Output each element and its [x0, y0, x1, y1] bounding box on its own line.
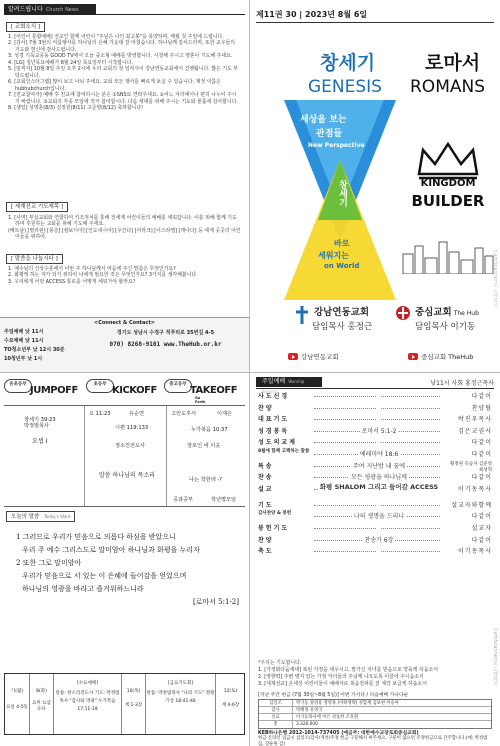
- dept-brand: KICKOFF: [112, 385, 157, 396]
- order-item: 찬송: [258, 474, 274, 482]
- offering-names: 이기동목사에 이은 성동한 조호원: [296, 715, 359, 720]
- dept-badge: 중고등부: [164, 379, 192, 393]
- week-body: 말씀: 한소리전도사 기도: 박정범목사 "감사와 영광" 누가복음 17:11-19: [55, 691, 120, 712]
- mission-item: 1. [사역] 부실교회와 연합하여 키즈처치를 통해 전세계 어린이들의 예배를 세워갑니다. 이를 위해 함께 기도하며 후원하는 교회를 위해 기도해 주세요.: [8, 215, 237, 228]
- prayer-item: 3. [세계선교] 온세상 어린이들이 예배자로 복음전파를 잘 제작 보급케 하옵소서: [258, 681, 427, 687]
- scanner-watermark: CamScanner로 스캔하기: [492, 250, 498, 309]
- news-item: 3. 성경 기독교공동 GOOD TV에서 오늘 중소형 예배를 방영합니다. 시청해 주시고 영혼이 기도해 주세요.: [8, 53, 233, 60]
- worship-order-row: [258, 414, 492, 426]
- news-header: [4, 4, 96, 15]
- order-item: 8월에 함께 고백하는 말씀: [258, 448, 310, 454]
- prayer-section: [258, 660, 492, 688]
- worship-order-row: [258, 535, 492, 547]
- crown-icon: [415, 140, 481, 180]
- slogan-line: 세상을 보는: [300, 115, 347, 125]
- order-content-text: 화평 SHALOM 그리고 들어감 ACCESS: [319, 482, 439, 491]
- address: 경기도 성남시 수정구 적푸리로 35번길 4-5: [116, 330, 215, 336]
- kids-cell: 고린도후서: [171, 411, 197, 417]
- right-book-title-en: ROMANS: [410, 77, 485, 97]
- offering-row: [259, 700, 491, 707]
- church-news-tag: [ 교회소식 ]: [6, 22, 45, 32]
- order-content-text: [377, 546, 381, 553]
- slogan-line: on World: [324, 262, 360, 270]
- order-item: 설교: [258, 485, 274, 493]
- slogan-line: New Perspective: [308, 142, 365, 149]
- order-content: [314, 437, 444, 444]
- order-leader: 설교자와함께: [451, 501, 492, 509]
- order-content-text: [377, 414, 381, 421]
- sharing-item: 2. 화평케 하는 자가 되기 위하여 나에게 필요한 것은 무엇인가요? 3가지를 생각해봅니다.: [8, 272, 198, 279]
- worship-order-row: [258, 511, 492, 523]
- week-col: [29, 674, 53, 734]
- week-head: 10(목): [126, 689, 141, 694]
- youtube-icon: [408, 353, 418, 360]
- today-word-tag: [6, 511, 75, 522]
- worship-tag: [256, 377, 322, 394]
- mission-list: [8, 215, 241, 241]
- contact-title: <Connect & Contact>: [94, 320, 155, 326]
- left-pastor: 담임목사 홍정근: [312, 322, 373, 332]
- kids-cell: 누가복음 10:37: [191, 427, 228, 433]
- kids-cell: 학년별모임: [211, 497, 237, 503]
- news-item: 6. [교회인스타그램] 많이 보고 나눠 주세요. 교회 모든 행사를 빠르게 보실 수 있습니다. 계정 이름은 hubhubchurch입니다.: [8, 79, 221, 92]
- worship-rule: [256, 388, 494, 389]
- order-leader: 다같이: [471, 439, 492, 447]
- page-worship-order: [250, 373, 500, 746]
- kids-col-jumpoff: [4, 406, 84, 506]
- left-book-title-en: GENESIS: [308, 77, 382, 97]
- kids-cell: 정소진전도사: [115, 443, 146, 449]
- order-leader: 설교자: [471, 524, 492, 532]
- news-item: 2. [감사] 7월 3번의 여름행사를 하나님의 은혜 가운데 잘 마쳤습니다. 하나님께 감사드리며, 또한 교우들의 기도와 헌신에 감사드립니다.: [8, 40, 236, 53]
- week-body: 말씀: 박정범목사 "나의 기도" 열왕기상 18:41-46: [146, 691, 215, 704]
- order-item: 대표기도: [258, 416, 290, 424]
- verse-reference: [로마서 5:1-2]: [192, 598, 239, 606]
- order-leader: 다같이: [471, 513, 492, 521]
- left-youtube-label: 강남연동교회: [301, 353, 339, 361]
- kids-cell: 시편 119:133: [115, 425, 149, 431]
- order-content: [314, 535, 444, 544]
- mission-tag: [ 세계선교 기도제목 ]: [6, 202, 68, 212]
- contact-box: [0, 317, 249, 373]
- order-leader: 다같이: [471, 474, 492, 482]
- dept-badge: 유초등부: [4, 379, 32, 393]
- order-content-text: 로마서 5:1-2: [361, 427, 397, 435]
- church-logo-icon: [294, 306, 310, 324]
- worship-times: [4, 328, 82, 364]
- worship-order-row: [258, 437, 492, 449]
- sharing-tag: [ 말씀을 나눕시다 ]: [6, 254, 63, 264]
- week-col: [121, 674, 145, 734]
- kids-cell: 장로인 네 이웃: [187, 443, 221, 449]
- worship-order-row: [258, 449, 492, 461]
- right-pastor: 담임목사 이기동: [415, 322, 476, 332]
- week-head: 기(월): [10, 689, 24, 694]
- phone: 070) 8268-9101: [109, 341, 161, 348]
- worship-time-leader: 낮11시 사회 홍정근목사: [430, 380, 494, 387]
- sharing-item: 1. 예수님의 산상수훈에서 이번 주 하나님께서 마음에 주신 말씀은 무엇인가요?: [8, 266, 176, 272]
- church-news-list: [8, 34, 241, 111]
- order-item: 성도의교제: [258, 439, 297, 447]
- right-book-title: 로마서: [425, 52, 481, 74]
- kids-schedule-grid: [4, 405, 245, 507]
- offering-row: [259, 707, 491, 714]
- worship-time: 수요예배 낮 11시: [4, 338, 44, 344]
- bank-account: KEB하나은행 2012-1014-737405 (예금주: 대한예수교장로회중심교회): [258, 731, 419, 736]
- issue-info: 제11권 30 | 2023년 8월 6일: [256, 10, 368, 19]
- week-body: 요미 요삼 유다: [32, 701, 51, 712]
- worship-tag-subtitle: Worship Service: [262, 379, 305, 394]
- worship-order-row: [258, 500, 492, 512]
- worship-time: 주일예배 낮 11시: [4, 329, 44, 335]
- worship-order-row: [258, 426, 492, 438]
- worship-time: 10청년부 낮 1시: [4, 356, 43, 362]
- hub-logo-icon: [395, 304, 411, 322]
- prayer-title: *우리는 기도합니다.: [258, 660, 302, 666]
- order-content: [314, 546, 444, 553]
- kingdom-word: KINGDOM: [420, 178, 476, 189]
- order-content: [314, 523, 444, 530]
- scanner-watermark: CamScanner로 스캔하기: [492, 628, 498, 687]
- order-content: [314, 511, 444, 520]
- weekly-schedule: [4, 673, 245, 735]
- kids-cell: 말씀 하나님의 목소리: [99, 472, 155, 479]
- verse-line: 1 그러므로 우리가 믿음으로 의롭다 하심을 받았으니: [16, 533, 176, 541]
- offering-table: [258, 699, 492, 729]
- kids-cell: 이재은: [217, 411, 233, 417]
- order-item: 성경봉독: [258, 427, 290, 435]
- kids-cell: 요 11:23: [89, 411, 111, 417]
- worship-order-row: [258, 546, 492, 558]
- worship-order-row: [258, 403, 492, 415]
- right-youtube-label: 중심교회 TheHub: [421, 353, 474, 361]
- order-content-text: 나의 생명을 드리니: [353, 513, 405, 521]
- week-col: [145, 674, 215, 734]
- sharing-list: [8, 266, 241, 285]
- right-youtube[interactable]: [408, 352, 473, 361]
- worship-time: TO청소년부 낮 12시 30분: [4, 347, 65, 353]
- news-item: 5. [임직식] 10월 8일 주일 오후 2시에 우리 교회의 첫 임직식이 강남연동교회에서 진행됩니다. 많은 기도 부탁드립니다.: [8, 66, 239, 79]
- order-content-text: 주여 지난밤 내 꿈에: [352, 462, 406, 470]
- offering-kind: 십일조: [259, 700, 293, 706]
- dept-sub: Go Forth: [195, 396, 206, 404]
- verse-line: 우리가 믿음으로 서 있는 이 은혜에 들어감을 얻었으며: [22, 572, 187, 580]
- website-link[interactable]: www.TheHub.or.kr: [163, 341, 222, 348]
- kids-departments: [4, 379, 245, 403]
- right-church-name: [415, 304, 479, 318]
- order-content: [314, 414, 444, 421]
- address-block: [86, 330, 245, 348]
- slogan-line: 관점들: [316, 129, 343, 139]
- kids-cell: 나는 착한데 -?: [189, 477, 222, 483]
- order-item: 봉헌기도: [258, 524, 290, 532]
- worship-order-row: [258, 523, 492, 535]
- worship-order-list: [258, 391, 492, 558]
- week-body: 계 4-6장: [221, 703, 240, 708]
- order-content: [314, 426, 444, 435]
- worship-tag-title: 주일예배: [262, 378, 286, 385]
- slogan-line: 세워지는: [318, 251, 349, 260]
- bank-info: [258, 731, 492, 746]
- order-content: [314, 461, 444, 470]
- sharing-item: 3. 우리에게 어떤 ACCESS 통로를 어떻게 세워가야 할까요?: [8, 278, 136, 285]
- slogan-line: 바로: [334, 239, 350, 248]
- order-leader: 김은교권사: [458, 427, 492, 435]
- week-body: 계 1-3장: [124, 703, 143, 708]
- week-col: [5, 674, 29, 734]
- worship-order-row: [258, 391, 492, 403]
- kids-cell: 유순연: [129, 411, 145, 417]
- news-header-title: 알려드립니다: [8, 6, 43, 13]
- news-item: 1. [어린이 통합예배] 전교인 함께 어린이 "주님은 나의 최고봉"을 목양하며, 매월 첫 주일에 드립니다.: [8, 34, 224, 40]
- today-verse: [16, 531, 239, 609]
- verse-line: 2 또한 그로 말미암아: [16, 559, 82, 567]
- today-word-title: 오늘의 말씀: [11, 514, 40, 520]
- order-content-text: [377, 391, 381, 398]
- order-item: 감사찬양 & 봉헌: [258, 511, 292, 517]
- right-church-ko: 중심교회: [415, 307, 452, 318]
- order-item: 찬양: [258, 536, 274, 544]
- offering-total: 3,320,000: [296, 722, 318, 727]
- week-col: [53, 674, 121, 734]
- kids-cell: 창세기 39:23: [24, 417, 56, 423]
- news-item: 7. [친교참여자] 예배 후 친교에 참여하시는 분은 ①SNS로 연락주세요. ②어느 자리에서나 편히 나누어 주시기 바랍니다. ③교회의 각종 모임에 적극 참여합시다. 다음 세대를 위해 주시는 기도와 물품에 감사합니다.: [8, 92, 238, 105]
- news-item: 8. [생일] 성명훈(8/3) 김정원(8/11) 고준영(8/12) 축하합니다!: [8, 104, 144, 111]
- order-item: 특송: [258, 462, 274, 470]
- order-leader: 박진우목사: [458, 416, 492, 424]
- order-content: [314, 403, 444, 410]
- order-content: [314, 472, 444, 481]
- order-leader: 이기동목사: [458, 548, 492, 556]
- offering-row: [259, 721, 491, 728]
- offering-kind: 선교: [259, 714, 293, 720]
- offering-row: [259, 714, 491, 721]
- kids-cell: 박정범목사: [24, 423, 50, 429]
- kids-col-takeoff: [166, 406, 246, 506]
- order-content-text: 찬송가 6장: [364, 536, 394, 544]
- right-church-en: The Hub: [453, 310, 479, 317]
- builder-word: BUILDER: [411, 192, 485, 210]
- order-content: [314, 391, 444, 398]
- week-body: 요일 4-5동: [6, 705, 28, 710]
- dept-brand: JUMPOFF: [30, 385, 78, 396]
- offering-kind: 감사: [259, 707, 293, 713]
- header-rule: [96, 14, 245, 15]
- week-head: 12(토): [223, 689, 238, 694]
- order-leader: 황정원 유승자 김준영 최성혁: [450, 461, 492, 473]
- offering-names: 박혜정 유영국: [296, 708, 323, 713]
- order-item: 기도: [258, 501, 274, 509]
- youtube-icon: [288, 353, 298, 360]
- verse-line: 하나님의 영광을 바라고 즐거워하느니라: [22, 585, 144, 593]
- left-church-name: 강남연동교회: [314, 307, 370, 318]
- order-content-text: [377, 437, 381, 444]
- kids-cell: 공과공부: [173, 497, 194, 503]
- mission-item: (베트남) [필리핀] [몽골] [캄보디아] [인도네시아] [우간다] [이라크] [이스라엘] [캐나다] 등 세계 곳곳의 어린이들을 위하여.: [8, 227, 241, 241]
- order-leader: 다같이: [471, 393, 492, 400]
- week-col: [215, 674, 245, 734]
- order-content-text: [377, 500, 381, 507]
- page-news: [0, 0, 250, 373]
- bank-note: 헌금 온라인 입금시 십일조/감사/개척/주정 헌금 구분해서 써주세요. 구분이 없으면 주정헌금으로 간주합니다.(예: 박정범 십, 장순원 감): [258, 736, 488, 746]
- prayer-item: 1. [가정화다움세대] 복된 가정을 세우시고, 말가신 자녀를 믿음으로 양육케 하옵소서: [258, 667, 438, 673]
- worship-order-row: [258, 484, 492, 500]
- order-item: 찬양: [258, 404, 274, 412]
- order-leader: 이기동목사: [458, 485, 492, 493]
- order-content-text: 예레미야 18:6: [359, 450, 399, 458]
- news-header-subtitle: Church News: [45, 7, 79, 13]
- worship-order-row: [258, 461, 492, 473]
- offering-names: 박기동 양영용 정영목 (이하생략) 성함께 김보현 이승아: [296, 701, 399, 706]
- kids-cell: 요셉 I: [32, 438, 48, 445]
- offering-title: [지난 주간 헌금 (7월 30일~8월 5일)] 이번 가서다 / 다음예배 가나다순: [258, 693, 409, 698]
- page-kids: [0, 373, 250, 746]
- order-content: [314, 449, 444, 458]
- city-skyline-graphic: [401, 240, 495, 274]
- week-head: [수요예배]: [77, 681, 98, 686]
- worship-order-row: [258, 472, 492, 484]
- week-head: [금요기도회]: [167, 681, 194, 686]
- order-item: 사도신경: [258, 393, 290, 400]
- page-cover: [250, 0, 500, 373]
- order-leader: 다같이: [471, 536, 492, 544]
- prayer-item: 2. [영향력] 주변 명지 있는 가정 자녀들의 주님께 나오도록 이끌어 주시옵소서: [258, 674, 424, 680]
- order-leader: 찬양팀: [471, 404, 492, 412]
- vertical-slogan: 창세기: [337, 180, 347, 207]
- order-content-text: [377, 403, 381, 410]
- order-content-text: [377, 523, 381, 530]
- order-content-text: 모든 영광을 하나님께: [351, 474, 407, 482]
- verse-line: 우리 주 예수 그리스도로 말미암아 하나님과 화평을 누리자: [22, 546, 200, 554]
- week-head: 8(화): [36, 689, 47, 694]
- left-youtube[interactable]: [288, 352, 339, 361]
- offering-kind: 총: [259, 721, 293, 728]
- kids-col-kickoff: [84, 406, 166, 506]
- order-leader: 다같이: [471, 450, 492, 458]
- order-item: 축도: [258, 548, 274, 556]
- dept-badge: 초등부: [86, 379, 114, 393]
- issue-rule: [256, 22, 494, 23]
- dept-brand: TAKEOFF: [190, 385, 238, 396]
- left-book-title: 창세기: [320, 52, 376, 74]
- today-word-subtitle: Today's Word: [44, 514, 71, 519]
- news-item: 4. [LG] 청년목요예배가 8월 24일 목요일부터 시작합니다.: [8, 59, 133, 66]
- order-content: [314, 484, 444, 492]
- order-content: [314, 500, 444, 507]
